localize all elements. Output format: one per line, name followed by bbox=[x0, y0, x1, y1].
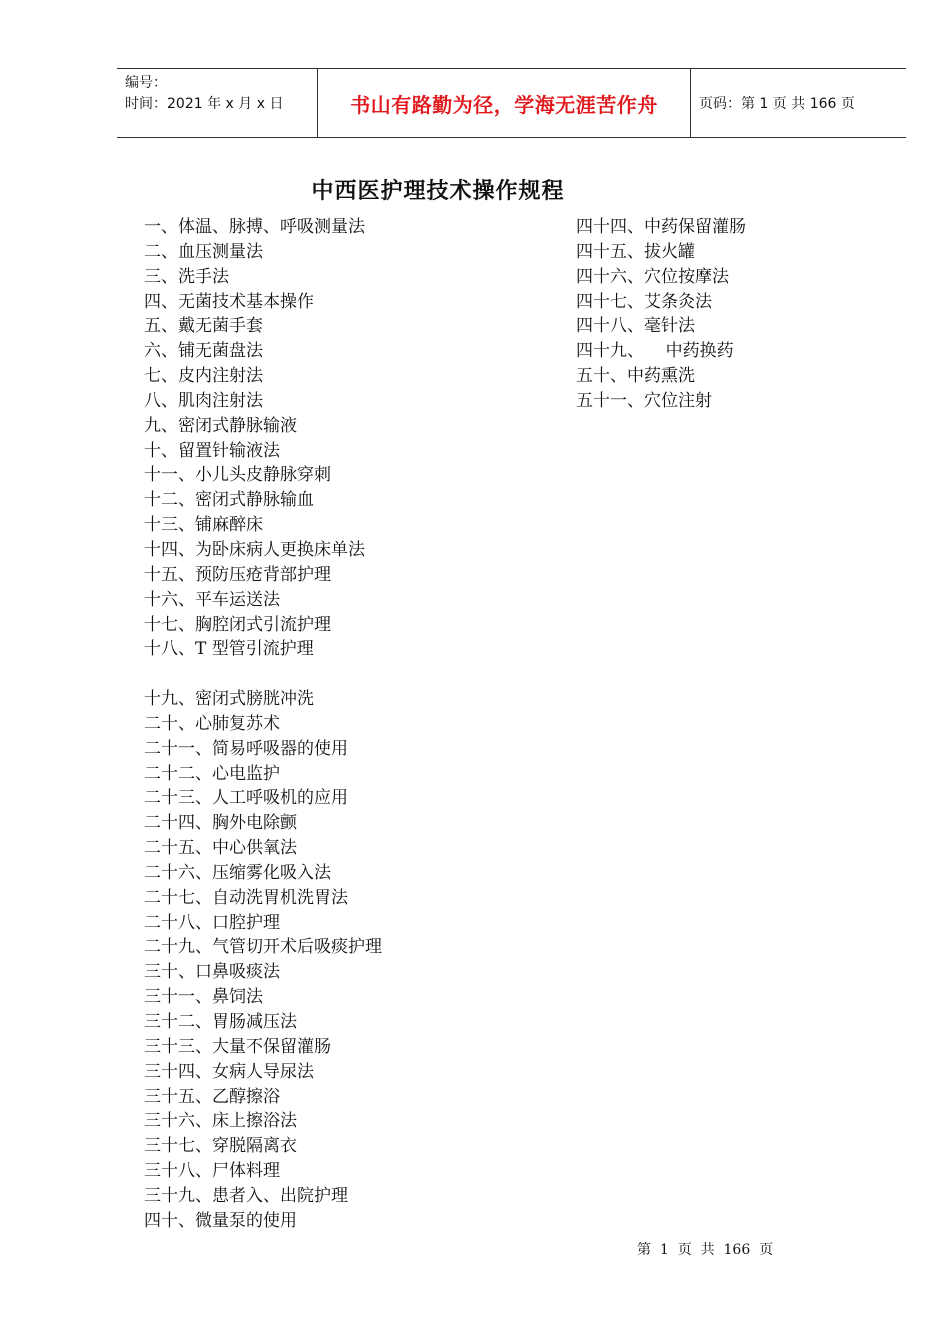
toc-item: 四十、微量泵的使用 bbox=[144, 1210, 297, 1231]
toc-item: 三、洗手法 bbox=[144, 266, 229, 287]
toc-item: 二十、心肺复苏术 bbox=[144, 713, 280, 734]
toc-item: 三十五、乙醇擦浴 bbox=[144, 1086, 280, 1107]
toc-item: 四十七、艾条灸法 bbox=[576, 291, 712, 312]
toc-item: 三十九、患者入、出院护理 bbox=[144, 1185, 348, 1206]
header-page-info: 页码：第 1 页 共 166 页 bbox=[699, 96, 855, 112]
toc-right-column bbox=[576, 215, 746, 414]
header-motto: 书山有路勤为径，学海无涯苦作舟 bbox=[317, 69, 691, 137]
toc-item: 四十九、 中药换药 bbox=[576, 341, 734, 362]
toc-item: 四、无菌技术基本操作 bbox=[144, 291, 314, 312]
toc-item: 一、体温、脉搏、呼吸测量法 bbox=[144, 217, 365, 237]
toc-item: 九、密闭式静脉输液 bbox=[144, 415, 297, 436]
toc-item: 二十九、气管切开术后吸痰护理 bbox=[144, 937, 382, 958]
page-footer: 第 1 页 共 166 页 bbox=[637, 1242, 774, 1258]
toc-item: 二、血压测量法 bbox=[144, 241, 263, 262]
toc-item: 十一、小儿头皮静脉穿刺 bbox=[144, 465, 331, 486]
toc-item: 三十二、胃肠减压法 bbox=[144, 1012, 297, 1032]
toc-item: 十八、T 型管引流护理 bbox=[144, 639, 314, 660]
toc-item: 二十三、人工呼吸机的应用 bbox=[144, 788, 348, 809]
toc-item: 十、留置针输液法 bbox=[144, 440, 280, 461]
number-label: 编号： bbox=[125, 75, 167, 91]
toc-item: 五十、中药熏洗 bbox=[576, 366, 695, 387]
toc-item: 十六、平车运送法 bbox=[144, 589, 280, 610]
toc-left-column bbox=[144, 215, 382, 1234]
toc-item: 二十五、中心供氧法 bbox=[144, 838, 297, 859]
toc-item: 二十一、简易呼吸器的使用 bbox=[144, 738, 348, 759]
toc-item: 二十七、自动洗胃机洗胃法 bbox=[144, 887, 348, 908]
toc-item: 四十六、穴位按摩法 bbox=[576, 266, 729, 287]
toc-item: 十三、铺麻醉床 bbox=[144, 515, 263, 536]
toc-item: 二十八、口腔护理 bbox=[144, 912, 280, 933]
toc-item: 五十一、穴位注射 bbox=[576, 390, 712, 411]
toc-item: 三十、口鼻吸痰法 bbox=[144, 962, 280, 983]
toc-item: 五、戴无菌手套 bbox=[144, 316, 263, 337]
toc-item: 八、肌肉注射法 bbox=[144, 390, 263, 411]
toc-item: 三十六、床上擦浴法 bbox=[144, 1111, 297, 1132]
toc-item: 三十七、穿脱隔离衣 bbox=[144, 1136, 297, 1157]
toc-item: 二十四、胸外电除颤 bbox=[144, 813, 297, 834]
toc-item: 七、皮内注射法 bbox=[144, 366, 263, 387]
toc-item: 四十八、毫针法 bbox=[576, 316, 695, 337]
toc-item: 六、铺无菌盘法 bbox=[144, 341, 263, 362]
toc-item: 三十四、女病人导尿法 bbox=[144, 1061, 314, 1082]
toc-item: 二十二、心电监护 bbox=[144, 763, 280, 784]
toc-item: 三十八、尸体料理 bbox=[144, 1161, 280, 1182]
toc-item bbox=[144, 662, 382, 687]
toc-item: 四十五、拔火罐 bbox=[576, 241, 695, 262]
toc-item: 二十六、压缩雾化吸入法 bbox=[144, 862, 331, 883]
header-meta bbox=[117, 69, 317, 137]
toc-item: 十四、为卧床病人更换床单法 bbox=[144, 539, 365, 560]
toc-item: 三十三、大量不保留灌肠 bbox=[144, 1036, 331, 1057]
toc-item: 十九、密闭式膀胱冲洗 bbox=[144, 689, 314, 710]
toc-item: 十二、密闭式静脉输血 bbox=[144, 490, 314, 511]
time-label: 时间：2021 年 x 月 x 日 bbox=[125, 96, 284, 112]
toc-item: 四十四、中药保留灌肠 bbox=[576, 217, 746, 237]
toc-item: 三十一、鼻饲法 bbox=[144, 987, 263, 1008]
toc-item: 十七、胸腔闭式引流护理 bbox=[144, 614, 331, 635]
document-title: 中西医护理技术操作规程 bbox=[311, 179, 565, 204]
document-header bbox=[117, 68, 906, 138]
toc-item: 十五、预防压疮背部护理 bbox=[144, 564, 331, 585]
